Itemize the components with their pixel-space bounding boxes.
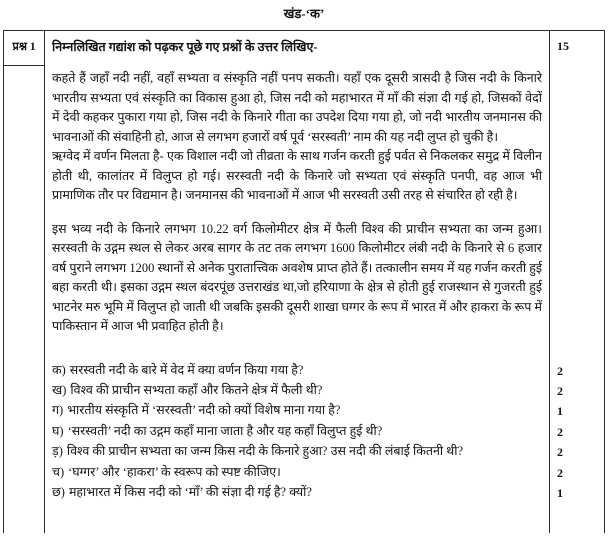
question-table — [3, 30, 605, 533]
sub-question-text: महाभारत में किस नदी को ‘माँ’ की संज्ञा दी गई है? क्यों? — [68, 484, 312, 499]
passage-paragraph-3: इस भव्य नदी के किनारे लगभग 10.22 वर्ग किलोमीटर क्षेत्र में फैली विश्व की प्राचीन सभ्यता का जन्म हुआ। सरस्वती के उद्गम स्थल से लेकर अरब सागर के तट तक लगभग 1600 किलोमीटर लंबी नदी के किनारे से 6 हजार वर्ष पुराने लगभग 1200 स्थानों से अनेक पुरातात्त्विक अवशेष प्राप्त होते हैं। तत्कालीन समय में यह गर्जन करती हुई बहा करती थी। इसका उद्गम स्थल बंदरपूंछ उत्तराखंड था,जो हरियाणा के क्षेत्र से होती हुई राजस्थान से गुजरती हुई भाटनेर मरु भूमि में विलुप्त हो जाती थी जबकि इसकी दूसरी शाखा घग्गर के रूप में भारत में और हाकरा के रूप में पाकिस्तान में आज भी प्रवाहित होती है। — [52, 221, 542, 333]
sub-question-text: ‘सरस्वती’ नदी का उद्गम कहाँ माना जाता है और यह कहाँ विलुप्त हुई थी? — [67, 423, 383, 438]
sub-question-text-wrap — [44, 401, 550, 420]
sub-question-row — [44, 361, 604, 381]
question-number-cell: प्रश्न 1 — [4, 31, 44, 66]
sub-question-row — [44, 422, 604, 442]
sub-question-text: विश्व की प्राचीन सभ्यता कहाँ और कितने क्षेत्र में फैली थी? — [70, 382, 323, 397]
sub-question-label: ग) — [52, 403, 64, 418]
sub-question-marks: 1 — [557, 485, 563, 500]
sub-question-text-wrap — [44, 422, 550, 441]
sub-question-marks: 2 — [557, 445, 563, 460]
instruction-row — [44, 31, 604, 55]
passage-paragraph-1: कहते हैं जहाँ नदी नहीं, वहाँ सभ्यता व संस्कृति नहीं पनप सकती। यहाँ एक दूसरी त्रासदी है जिस नदी के किनारे भारतीय सभ्यता एवं संस्कृति का विकास हुआ हो, जिस नदी को महाभारत में माँ की संज्ञा दी गई हो, जिसकों वेदों में देवी कहकर पुकारा गया हो, जिस नदी के किनारे गीता का उपदेश दिया गया हो, जो नदी भारतीय जनमानस की भावनाओं की संवाहिनी हो, आज से लगभग हजारों वर्ष पूर्व ‘सरस्वती’ नाम की यह नदी लुप्त हो चुकी है। — [52, 71, 542, 144]
sub-question-text: ‘घग्गर’ और ‘हाकरा’ के स्वरूप को स्पष्ट कीजिए। — [68, 464, 281, 479]
sub-question-row — [44, 401, 604, 421]
sub-question-label: ड़) — [52, 444, 63, 459]
sub-question-label: च) — [52, 464, 65, 479]
sub-question-text-wrap — [44, 483, 550, 502]
sub-question-marks: 2 — [557, 363, 563, 378]
sub-question-text-wrap — [44, 442, 550, 461]
section-header: खंड-‘क’ — [283, 6, 325, 21]
sub-question-marks: 2 — [557, 424, 563, 439]
sub-question-label: छ) — [52, 484, 65, 499]
sub-question-marks: 1 — [557, 404, 563, 419]
sub-question-row — [44, 381, 604, 401]
sub-question-text-wrap — [44, 361, 550, 380]
instruction-text: निम्नलिखित गद्यांश को पढ़कर पूछे गए प्रश्नों के उत्तर लिखिए- — [52, 40, 318, 54]
sub-question-label: घ) — [52, 423, 64, 438]
sub-question-row — [44, 442, 604, 462]
passage — [44, 55, 550, 337]
sub-question-row — [44, 463, 604, 483]
sub-question-text: विश्व की प्राचीन सभ्यता का जन्म किस नदी के किनारे हुआ? उस नदी की लंबाई कितनी थी? — [66, 444, 464, 459]
sub-question-marks: 2 — [557, 465, 563, 480]
sub-question-label: ख) — [52, 382, 67, 397]
sub-question-label: क) — [52, 362, 66, 377]
sub-question-list — [44, 361, 604, 504]
sub-question-text: सरस्वती नदी के बारे में वेद में क्या वर्णन किया गया है? — [69, 362, 304, 377]
sub-question-text-wrap — [44, 463, 550, 482]
total-marks: 15 — [557, 39, 569, 53]
sub-question-row — [44, 483, 604, 503]
sub-question-marks: 2 — [557, 383, 563, 398]
table-marks-column-divider — [549, 31, 550, 533]
sub-question-text: भारतीय संस्कृति में ‘सरस्वती’ नदी को क्यों विशेष माना गया है? — [67, 403, 341, 418]
table-left-column-divider — [44, 31, 45, 533]
passage-paragraph-2: ऋग्वेद में वर्णन मिलता है- एक विशाल नदी जो तीव्रता के साथ गर्जन करती हुई पर्वत से निकलकर समुद्र में विलीन होती थी, कालांतर में विलुप्त हो गई। सरस्वती नदी के किनारे जो सभ्यता एवं संस्कृति पनपी, वह आज भी प्रामाणिक तौर पर विद्यमान है। जनमानस की भावनाओं में आज भी सरस्वती उसी तरह से संचारित हो रही है। — [52, 149, 542, 202]
sub-question-text-wrap — [44, 381, 550, 400]
